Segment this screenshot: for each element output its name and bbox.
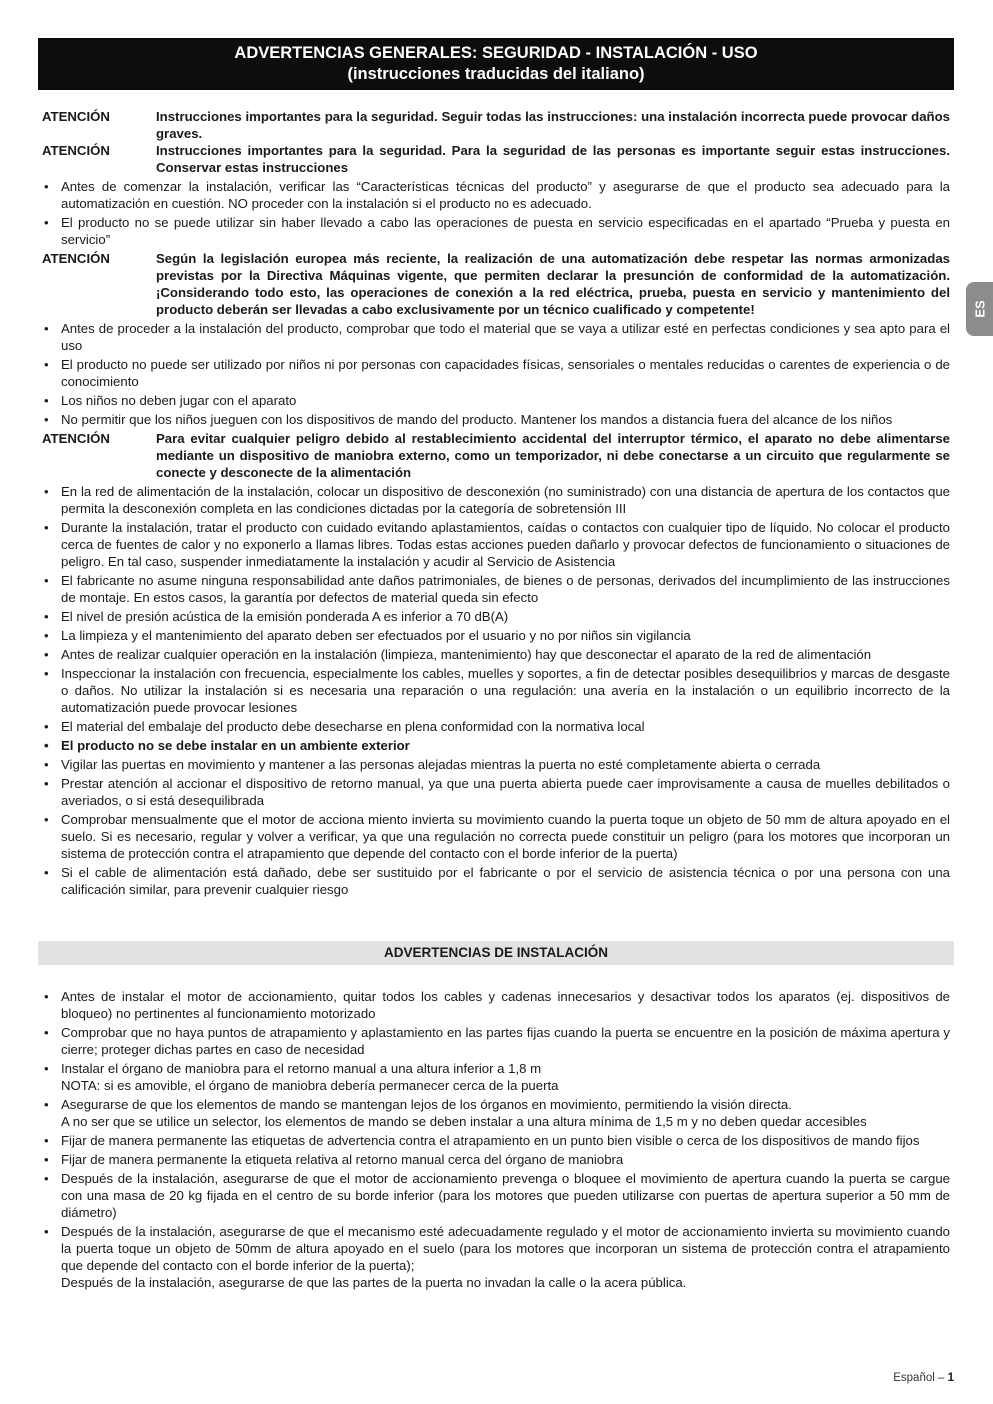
installation-item [42,1024,950,1058]
warning-item: • Vigilar las puertas en movimiento y mantener a las personas alejadas mientras la puerta no esté completamente abierta o cerrada [42,756,950,773]
page-title [38,38,954,90]
installation-item-line: NOTA: si es amovible, el órgano de maniobra debería permanecer cerca de la puerta [61,1078,559,1093]
section-title-installation: ADVERTENCIAS DE INSTALACIÓN [38,941,954,965]
warning-item: • Si el cable de alimentación está dañado, debe ser sustituido por el fabricante o por el servicio de asistencia técnica o por una persona con una calificación similar, para prevenir cualquier riesgo [42,864,950,898]
page-footer [893,1372,954,1384]
general-warnings-list [42,108,950,900]
installation-item-line: • Después de la instalación, asegurarse de que el motor de accionamiento prevenga o bloquee el movimiento de apertura cuando la puerta se cargue con una masa de 20 kg fijada en el centro de su borde inferior (para los motores que pueden utilizarse con puertas de apertura superior a 50 mm de diámetro) [61,1171,950,1220]
warning-item: • El producto no se puede utilizar sin haber llevado a cabo las operaciones de puesta en servicio especificadas en el apartado “Prueba y puesta en servicio” [42,214,950,248]
warning-item: • Inspeccionar la instalación con frecuencia, especialmente los cables, muelles y soportes, a fin de detectar posibles desequilibrios y marcas de desgaste o daños. No utilizar la instalación si es necesaria una reparación o una regulación: una avería en la instalación o un equilibrio incorrecto de la automatización puede provocar lesiones [42,665,950,716]
warning-item: • Durante la instalación, tratar el producto con cuidado evitando aplastamientos, caídas o contactos con cualquier tipo de líquido. No colocar el producto cerca de fuentes de calor y no exponerlo a llamas libres. Todas estas acciones pueden dañarlo y provocar defectos de funcionamiento o situaciones de peligro. En tal caso, suspender inmediatamente la instalación y acudir al Servicio de Asistencia [42,519,950,570]
warning-item: • Antes de realizar cualquier operación en la instalación (limpieza, mantenimiento) hay que desconectar el aparato de la red de alimentación [42,646,950,663]
installation-item-line: Después de la instalación, asegurarse de que las partes de la puerta no invadan la calle o la acera pública. [61,1275,687,1290]
warning-item: • El producto no puede ser utilizado por niños ni por personas con capacidades físicas, sensoriales o mentales reducidas o carentes de experiencia o de conocimiento [42,356,950,390]
attention-block [42,250,950,318]
attention-block [42,430,950,481]
attention-text: Instrucciones importantes para la seguridad. Seguir todas las instrucciones: una instalación incorrecta puede provocar daños graves. [156,109,950,141]
footer-language: Español – [893,1372,945,1384]
title-line-1: ADVERTENCIAS GENERALES: SEGURIDAD - INSTALACIÓN - USO [234,44,758,62]
installation-item-line: A no ser que se utilice un selector, los elementos de mando se deben instalar a una altura mínima de 1,5 m y no deben quedar accesibles [61,1114,867,1129]
installation-item [42,988,950,1022]
installation-item [42,1151,950,1168]
warning-item: • Prestar atención al accionar el dispositivo de retorno manual, ya que una puerta abierta puede caer improvisamente a causa de muelles debilitados o averiados, o si está desequilibrada [42,775,950,809]
title-line-2: (instrucciones traducidas del italiano) [347,65,645,83]
warning-item: • El material del embalaje del producto debe desecharse en plena conformidad con la normativa local [42,718,950,735]
attention-label: ATENCIÓN [42,109,110,124]
installation-warnings-list [42,986,950,1293]
language-tab [966,282,993,336]
attention-label: ATENCIÓN [42,431,110,446]
warning-item: • El fabricante no asume ninguna responsabilidad ante daños patrimoniales, de bienes o de personas, derivados del incumplimiento de las instrucciones de montaje. En estos casos, la garantía por defectos de material queda sin efecto [42,572,950,606]
warning-item: • En la red de alimentación de la instalación, colocar un dispositivo de desconexión (no suministrado) con una distancia de apertura de los contactos que permita la desconexión completa en las condiciones dictadas por la categoría de sobretensión III [42,483,950,517]
attention-block [42,108,950,142]
warning-item: • El nivel de presión acústica de la emisión ponderada A es inferior a 70 dB(A) [42,608,950,625]
attention-label: ATENCIÓN [42,143,110,158]
installation-item [42,1223,950,1291]
language-tab-label: ES [972,300,987,318]
installation-item-line: • Fijar de manera permanente la etiqueta relativa al retorno manual cerca del órgano de maniobra [61,1152,624,1167]
installation-item-line: • Antes de instalar el motor de accionamiento, quitar todos los cables y cadenas innecesarios y desactivar todos los aparatos (ej. dispositivos de bloqueo) no pertinentes al funcionamiento motorizado [61,989,950,1021]
warning-item: • No permitir que los niños jueguen con los dispositivos de mando del producto. Mantener los mandos a distancia fuera del alcance de los niños [42,411,950,428]
installation-item [42,1170,950,1221]
warning-item: • Comprobar mensualmente que el motor de acciona miento invierta su movimiento cuando la puerta toque un objeto de 50 mm de altura apoyado en el suelo. Si es necesario, regular y volver a verificar, ya que una regulación no correcta puede constituir un peligro (para los motores que incorporan un sistema de protección contra el atrapamiento que depende del contacto con el borde inferior de la puerta) [42,811,950,862]
warning-item: • Los niños no deben jugar con el aparato [42,392,950,409]
installation-item [42,1132,950,1149]
installation-item-line: • Instalar el órgano de maniobra para el retorno manual a una altura inferior a 1,8 m [61,1061,542,1076]
warning-item: • El producto no se debe instalar en un ambiente exterior [42,737,950,754]
attention-text: Instrucciones importantes para la seguridad. Para la seguridad de las personas es importante seguir estas instrucciones. Conservar estas instrucciones [156,143,950,175]
attention-text: Según la legislación europea más reciente, la realización de una automatización debe respetar las normas armonizadas previstas por la Directiva Máquinas vigente, que permiten declarar la presunción de conformidad de la automatización. ¡Considerando todo esto, las operaciones de conexión a la red eléctrica, prueba, puesta en servicio y mantenimiento del producto deberán ser llevadas a cabo exclusivamente por un técnico cualificado y competente! [156,251,950,317]
attention-text: Para evitar cualquier peligro debido al restablecimiento accidental del interruptor térmico, el aparato no debe alimentarse mediante un dispositivo de maniobra externo, como un temporizador, ni debe conectarse a un circuito que regularmente se conecte y desconecte de la alimentación [156,431,950,480]
attention-label: ATENCIÓN [42,251,110,266]
installation-item [42,1096,950,1130]
installation-item [42,1060,950,1094]
installation-item-line: • Comprobar que no haya puntos de atrapamiento y aplastamiento en las partes fijas cuando la puerta se encuentre en la posición de máxima apertura y cierre; proteger dichas partes en caso de necesidad [61,1025,950,1057]
installation-item-line: • Fijar de manera permanente las etiquetas de advertencia contra el atrapamiento en un punto bien visible o cerca de los dispositivos de mando fijos [61,1133,920,1148]
installation-item-line: • Después de la instalación, asegurarse de que el mecanismo esté adecuadamente regulado y el motor de accionamiento invierta su movimiento cuando la puerta toque un objeto de 50mm de altura apoyado en el suelo (para los motores que incorporan un sistema de protección contra el atrapamiento que depende del contacto con el borde inferior de la puerta); [61,1224,950,1273]
installation-item-line: • Asegurarse de que los elementos de mando se mantengan lejos de los órganos en movimiento, permitiendo la visión directa. [61,1097,792,1112]
warning-item: • Antes de comenzar la instalación, verificar las “Características técnicas del producto” y asegurarse de que el producto sea adecuado para la automatización en cuestión. NO proceder con la instalación si el producto no es adecuado. [42,178,950,212]
warning-item: • La limpieza y el mantenimiento del aparato deben ser efectuados por el usuario y no por niños sin vigilancia [42,627,950,644]
page-number: 1 [947,1372,954,1384]
attention-block [42,142,950,176]
warning-item: • Antes de proceder a la instalación del producto, comprobar que todo el material que se vaya a utilizar esté en perfectas condiciones y sea apto para el uso [42,320,950,354]
